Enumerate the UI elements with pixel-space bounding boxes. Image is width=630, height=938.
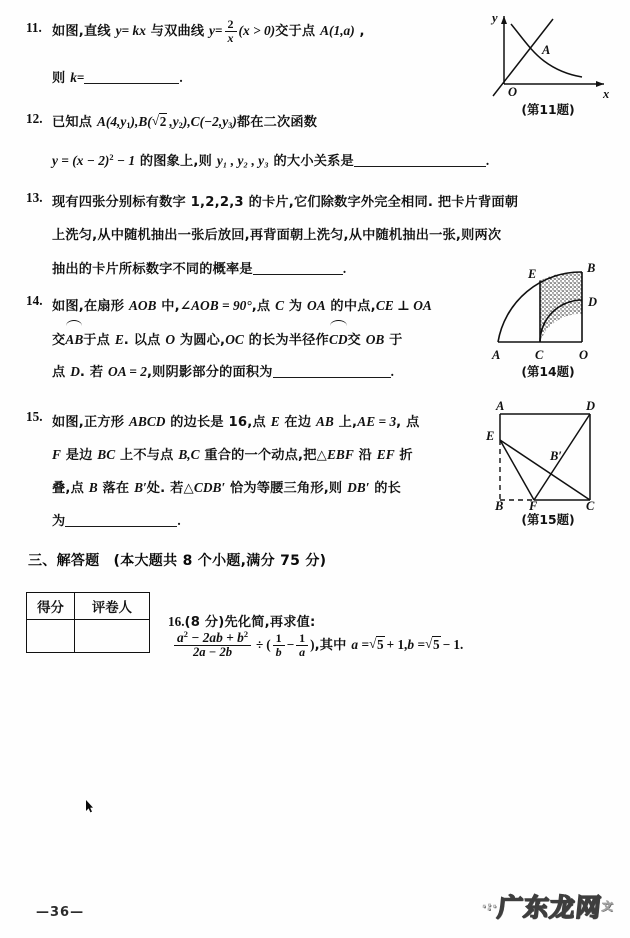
q16-num-a-exp: 2 [183, 629, 188, 639]
q11-eq: = kx [121, 23, 146, 38]
figure-15-label-E: E [486, 429, 495, 443]
segment-EF [500, 440, 534, 500]
q16-a-rest: + 1 [386, 637, 405, 652]
figure-11-label-O: O [508, 85, 518, 98]
q16-b-eq: b = [407, 637, 426, 652]
q14-c: C [275, 298, 285, 313]
segment-EC [500, 440, 590, 500]
q15-bc: BC [97, 447, 116, 462]
q14-angle: ∠AOB = 90° [179, 298, 252, 313]
question-14-line3 [52, 357, 394, 387]
q14-l1-mid4: 的中点, [325, 299, 376, 314]
question-14-number: 14. [26, 293, 43, 308]
q16-inner1-num: 1 [273, 632, 285, 646]
q15-b: B [88, 480, 98, 495]
figure-14-label-O: O [579, 348, 589, 362]
question-13-line3 [52, 254, 346, 284]
mouse-cursor [86, 800, 93, 813]
q15-ab: AB [316, 414, 334, 429]
question-15-line2 [52, 440, 413, 470]
q11-line1-end: , [354, 24, 365, 39]
grader-value-cell[interactable] [75, 620, 150, 653]
q12-b-mid: ,y [169, 114, 179, 129]
q16-inner-fraction-1 [273, 632, 285, 658]
q16-sqrt-b-val: 5 [433, 637, 440, 652]
q15-l1-mid2: 在边 [279, 415, 316, 430]
q15-l1-mid3: 上, [333, 415, 358, 430]
q12-a-sub: 1 [126, 121, 131, 130]
question-11-text [52, 16, 452, 46]
q11-line2-pre: 则 [52, 71, 71, 86]
q16-a-eq: a = [351, 637, 370, 652]
q15-abcd: ABCD [128, 414, 166, 429]
q14-l3-mid: . 若 [79, 365, 109, 380]
q14-e: E [114, 332, 124, 347]
question-11-line2 [52, 63, 183, 93]
q15-l3-end: 的长 [369, 481, 402, 496]
segment-FD [534, 414, 590, 500]
q14-o: O [165, 332, 176, 347]
q15-l3-mid: 落在 [97, 481, 135, 496]
q13-line3-pre: 抽出的卡片所标数字不同的概率是 [52, 262, 253, 277]
q16-frac-numerator [174, 631, 251, 646]
q14-oc: OC [225, 332, 244, 347]
q14-l1-mid3: 为 [284, 299, 308, 314]
q11-eq2: = [214, 23, 223, 38]
q11-fraction [225, 18, 237, 44]
section-heading-detail: (本大题共 8 个小题,满分 75 分) [113, 553, 327, 569]
question-14-line1 [52, 291, 432, 321]
q12-answer-blank[interactable] [354, 154, 486, 167]
figure-11-caption: (第11题) [521, 102, 575, 117]
q15-l1-mid: 的边长是 16,点 [165, 415, 271, 430]
figure-14-label-C: C [535, 348, 544, 362]
shaded-region [540, 272, 582, 342]
score-value-cell[interactable] [27, 620, 75, 653]
q12-b-sub: 2 [178, 121, 183, 130]
question-13-line2: 上洗匀,从中随机抽出一张后放回,再背面朝上洗匀,从中随机抽出一张,则两次 [52, 228, 502, 243]
q16-inner2-num: 1 [296, 632, 308, 646]
q16-divide-sign: ÷ [256, 637, 264, 652]
q14-l2-pre: 交 [52, 333, 66, 348]
q14-l1-mid: 中, [156, 299, 180, 314]
q14-aob: AOB [128, 298, 157, 313]
figure-14-label-A: A [492, 348, 501, 362]
q16-num-a: a [177, 629, 184, 645]
q14-ob: OB [365, 332, 385, 347]
q14-ce: CE ⊥ OA [375, 298, 432, 313]
figure-15-label-B: B [495, 499, 504, 510]
figure-15-caption: (第15题) [521, 512, 575, 527]
q14-l2-mid4: 的长为半径作 [243, 333, 329, 348]
q11-line1-post: 交于点 [275, 24, 321, 39]
figure-14 [478, 262, 618, 367]
q16-number: 16. [168, 614, 185, 629]
q15-dbprime: DB′ [347, 480, 370, 495]
figure-15-label-D: D [586, 399, 596, 413]
figure-14-label-D: D [588, 295, 598, 309]
question-13-number: 13. [26, 190, 43, 205]
section-heading [28, 550, 326, 570]
q16-comma: , [404, 637, 408, 652]
q14-l2-mid3: 为圆心, [175, 333, 226, 348]
q16-paren-close: ) [310, 637, 315, 652]
figure-15-label-A: A [496, 399, 505, 413]
q14-l3-pre: 点 [52, 365, 71, 380]
grader-column-header: 评卷人 [75, 593, 150, 620]
figure-15-svg [478, 398, 618, 510]
q16-sqrt-b [425, 630, 443, 659]
q11-line1-pre: 如图,直线 [52, 24, 116, 39]
q15-l3-mid3: 恰为等腰三角形,则 [225, 481, 348, 496]
score-table-value-row [27, 620, 150, 653]
figure-15-label-B-prime: B′ [550, 449, 562, 463]
q12-point-c: ,C(−2,y [187, 114, 229, 129]
question-15-number: 15. [26, 409, 43, 424]
q11-line1-mid: 与双曲线 [145, 24, 210, 39]
figure-11-label-x: x [603, 87, 610, 98]
q15-l1-pre: 如图,正方形 [52, 415, 129, 430]
question-11-number: 11. [26, 20, 42, 35]
q12-b-pre: ,B( [135, 114, 152, 129]
q11-frac-num: 2 [225, 18, 237, 32]
q11-line2-end: . [179, 70, 183, 85]
question-15-line1 [52, 407, 420, 437]
q14-d: D [70, 364, 80, 379]
q14-l2-end: 于 [384, 333, 403, 348]
q15-answer-blank[interactable] [65, 514, 177, 527]
q11-k: k [70, 70, 77, 85]
q15-f: F [52, 447, 61, 462]
q13-answer-blank[interactable] [253, 262, 343, 275]
q15-l1-end: , 点 [396, 415, 420, 430]
q16-inner1-den: b [275, 645, 282, 659]
q12-b-end: ) [182, 114, 188, 129]
question-12-number: 12. [26, 111, 43, 126]
q12-sqrt2 [152, 107, 170, 136]
q12-a-end: ) [130, 114, 136, 129]
q14-l2-mid5: 交 [347, 333, 366, 348]
q12-point-a: A(4,y [96, 114, 127, 129]
q11-y2: y [209, 23, 215, 38]
watermark-left-decoration: ·:· [481, 900, 499, 913]
q13-line3-end: . [342, 261, 347, 276]
score-table [26, 592, 150, 653]
q11-y: y [115, 23, 122, 38]
q16-score: (8 分) [184, 615, 225, 630]
q15-l2-mid3: 沿 [353, 448, 377, 463]
q16-num-rest: − 2ab + b [187, 629, 244, 645]
figure-14-label-E: E [528, 267, 537, 281]
q12-line2-post: 的大小关系是 [268, 154, 354, 169]
q15-l2-end: 折 [394, 448, 413, 463]
question-16-expression [172, 630, 463, 660]
q16-num-b-exp: 2 [243, 629, 248, 639]
section-heading-title: 三、解答题 [28, 553, 100, 569]
y-axis-arrow [501, 16, 507, 24]
question-12-line1 [52, 107, 317, 140]
q15-l2-mid: 上不与点 [115, 448, 179, 463]
q11-cond: (x > 0) [238, 23, 276, 38]
q16-minus: − [286, 637, 295, 652]
q14-l1-mid2: ,点 [251, 299, 276, 314]
q16-sqrt-a [369, 630, 387, 659]
q14-l3-end: . [390, 364, 394, 379]
q15-ae: AE = 3 [357, 414, 397, 429]
q15-ebf: EBF [326, 447, 354, 462]
question-15-line3 [52, 473, 401, 503]
figure-11-label-A: A [542, 43, 551, 57]
question-15-line4 [52, 506, 181, 536]
q12-line2-end: . [485, 153, 490, 168]
q15-l2-pre: 是边 [60, 448, 98, 463]
q16-paren-open: ( [266, 637, 271, 652]
question-12-line2 [52, 143, 489, 176]
q12-line1-post: 都在二次函数 [236, 115, 318, 130]
figure-14-caption: (第14题) [521, 364, 575, 379]
q15-e: E [270, 414, 280, 429]
q14-arc-cd: CD [329, 324, 348, 354]
q15-l2-mid2: 重合的一个动点,把△ [199, 448, 327, 463]
figure-14-label-B: B [587, 262, 596, 275]
q11-answer-blank[interactable] [84, 71, 179, 84]
q15-l3-pre: 叠,点 [52, 481, 89, 496]
q12-exp: 2 [109, 153, 114, 162]
q15-l4-pre: 为 [52, 514, 66, 529]
q15-l3-mid2: 处. 若△ [146, 481, 194, 496]
q16-main-fraction [174, 631, 251, 659]
figure-11-label-y: y [492, 11, 498, 25]
q14-l3-post: ,则阴影部分的面积为 [146, 365, 273, 380]
score-table-header-row [27, 593, 150, 620]
q14-arc-ab: AB [65, 324, 83, 354]
q14-answer-blank[interactable] [273, 365, 391, 378]
q15-bprime: B′ [134, 480, 147, 495]
q12-sqrt-val: 2 [159, 114, 167, 129]
q12-line1-pre: 已知点 [52, 115, 97, 130]
figure-15-label-F: F [529, 499, 538, 510]
q15-bc-pts: B,C [178, 447, 200, 462]
watermark-text: 广东龙网 [496, 893, 604, 922]
q16-where-text: ,其中 [314, 638, 352, 653]
q14-oa: OA [307, 298, 326, 313]
q12-function-2: − 1 [113, 153, 136, 168]
watermark-right-decoration: 文 [601, 900, 615, 913]
q14-oa-val: OA = 2 [108, 364, 147, 379]
q16-inner-fraction-2 [296, 632, 308, 658]
score-column-header: 得分 [27, 593, 75, 620]
figure-11-svg [478, 6, 618, 98]
q16-sqrt-a-val: 5 [377, 637, 384, 652]
q11-frac-den: x [227, 31, 234, 45]
figure-14-svg [478, 262, 618, 362]
figure-15-label-C: C [586, 499, 595, 510]
q15-l4-end: . [177, 513, 181, 528]
q15-cdb: CDB′ [193, 480, 226, 495]
q14-l2-mid: 于点 [83, 333, 115, 348]
page-number: —36— [36, 905, 85, 920]
site-watermark [480, 888, 616, 924]
q16-frac-denominator: 2a − 2b [192, 645, 233, 659]
q14-l1-pre: 如图,在扇形 [52, 299, 129, 314]
q16-prompt-text: 先化简,再求值: [224, 615, 316, 630]
q12-function: y = (x − 2) [52, 153, 110, 168]
question-14-line2 [52, 324, 403, 355]
q12-c-sub: 3 [228, 121, 233, 130]
q16-inner2-den: a [299, 645, 306, 659]
q12-vars: y₁ , y₂ , y₃ [216, 153, 269, 168]
q11-point-a: A(1,a) [320, 23, 355, 38]
q16-b-rest: − 1. [442, 637, 464, 652]
q11-line2-eq: = [76, 70, 85, 85]
figure-11 [478, 6, 618, 103]
figure-15 [478, 398, 618, 515]
q14-l2-mid2: . 以点 [123, 333, 166, 348]
q15-ef: EF [376, 447, 395, 462]
question-13-line1: 现有四张分别标有数字 1,2,2,3 的卡片,它们除数字外完全相同. 把卡片背面朝 [52, 195, 519, 210]
q12-line2-mid: 的图象上,则 [135, 154, 217, 169]
q12-c-end: ) [232, 114, 237, 129]
